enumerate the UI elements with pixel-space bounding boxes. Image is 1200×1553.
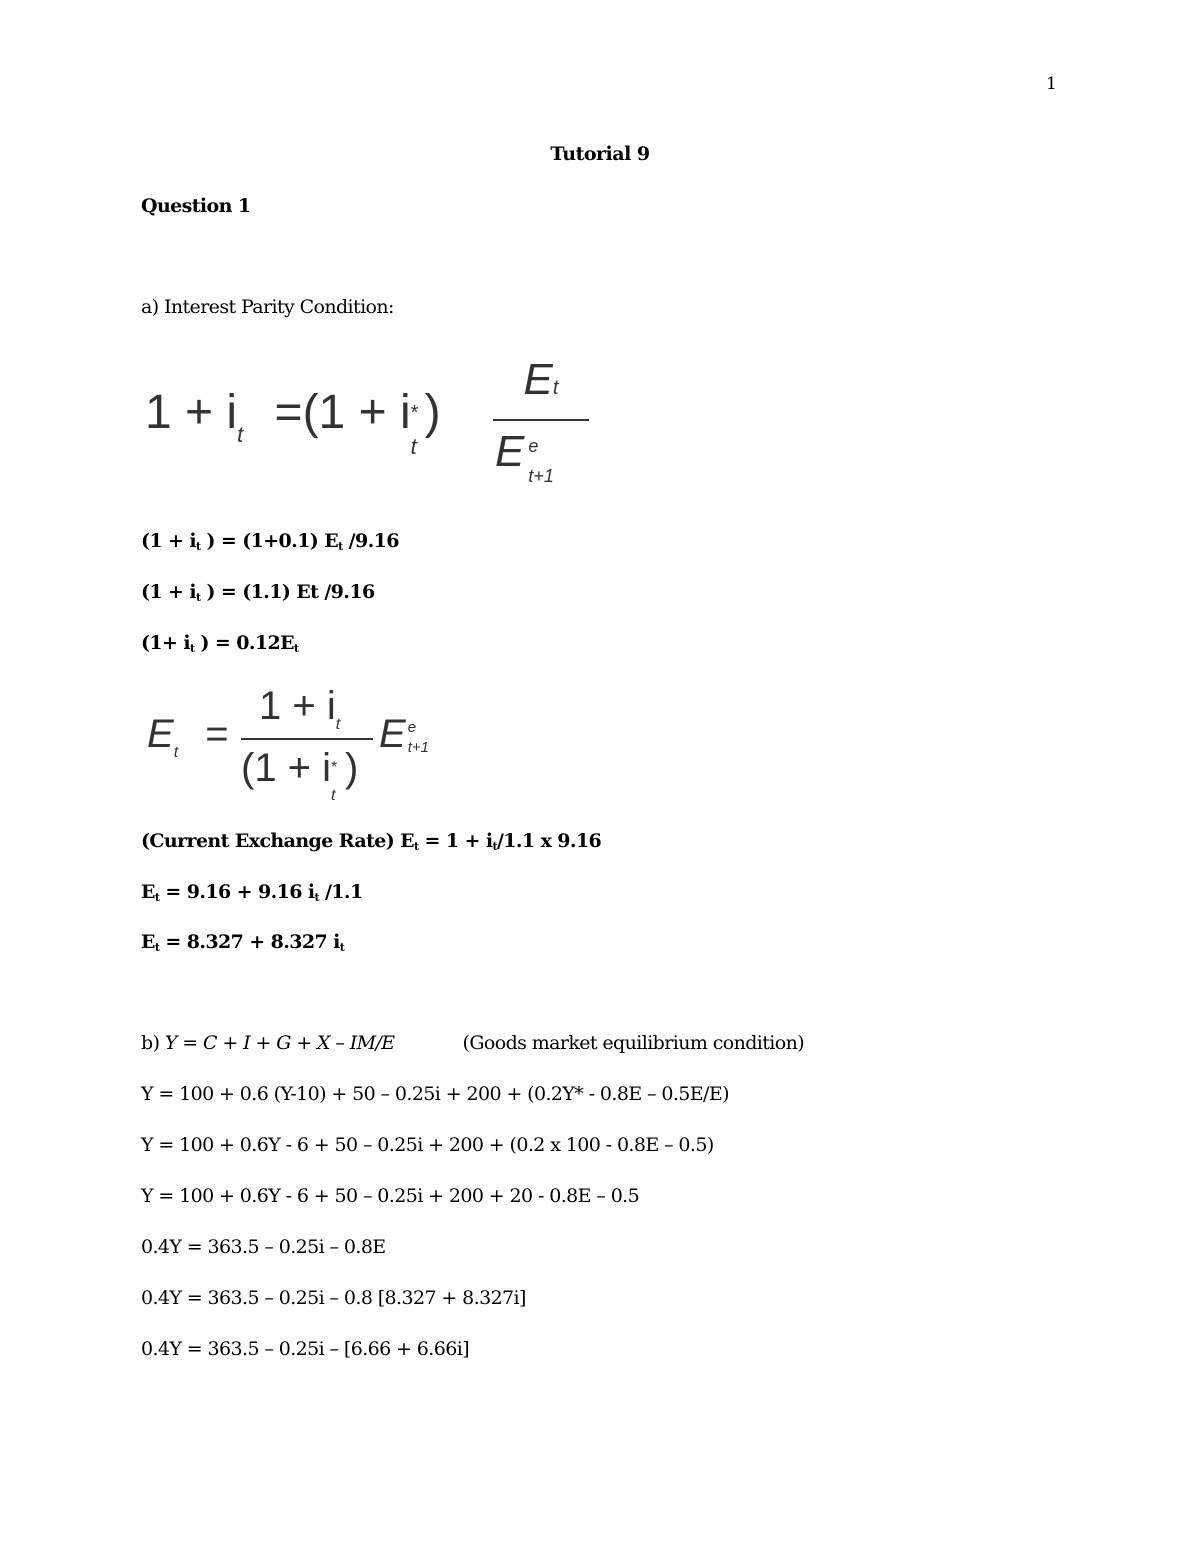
eq2-tail: E	[379, 712, 406, 756]
eq1-numerator: E	[523, 355, 553, 404]
eq1-denominator: E	[495, 427, 525, 476]
eq1-rhs-close: )	[424, 386, 441, 439]
eq2-fraction-bar	[241, 738, 373, 740]
page-number: 1	[1046, 74, 1057, 94]
step-5: Et = 9.16 + 9.16 it /1.1	[141, 881, 363, 904]
part-a-heading: a) Interest Parity Condition:	[141, 296, 394, 318]
step-4: (Current Exchange Rate) Et = 1 + it/1.1 x 9.16	[141, 830, 602, 853]
page-title: Tutorial 9	[550, 143, 650, 165]
eq2-lhs: E	[147, 712, 174, 756]
step-1: (1 + it ) = (1+0.1) Et /9.16	[141, 530, 399, 553]
part-b-prefix: b)	[141, 1032, 165, 1054]
eq2-tail-sup: e	[407, 719, 417, 736]
eq2-den-sub: t	[331, 787, 336, 804]
eq1-rhs-sub: t	[410, 434, 417, 459]
part-b-formula: Y = C + I + G + X – IM/E	[164, 1032, 395, 1054]
eq1-equals: =	[274, 386, 303, 439]
step-3: (1+ it ) = 0.12Et	[141, 632, 299, 655]
step-2: (1 + it ) = (1.1) Et /9.16	[141, 581, 375, 604]
part-b-heading	[141, 1032, 804, 1054]
part-b-condition: (Goods market equilibrium condition)	[462, 1032, 805, 1054]
exchange-rate-equation	[141, 682, 461, 802]
eq2-numerator: 1 + i	[259, 684, 336, 728]
eq1-lhs-sub: t	[237, 422, 244, 447]
part-b-line-5: 0.4Y = 363.5 – 0.25i – 0.8 [8.327 + 8.327i]	[141, 1287, 526, 1309]
eq2-denominator: (1 + i	[241, 746, 332, 790]
eq1-den-sub: t+1	[528, 466, 554, 486]
eq2-equals: =	[205, 712, 229, 756]
eq2-lhs-sub: t	[173, 744, 179, 761]
eq1-lhs: 1 + i	[145, 386, 238, 439]
part-b-line-6: 0.4Y = 363.5 – 0.25i – [6.66 + 6.66i]	[141, 1338, 470, 1360]
part-b-line-2: Y = 100 + 0.6Y - 6 + 50 – 0.25i + 200 + (0.2 x 100 - 0.8E – 0.5)	[141, 1134, 714, 1156]
eq1-fraction-bar	[493, 419, 589, 421]
eq2-numerator-sub: t	[335, 716, 341, 733]
eq2-den-close: )	[345, 746, 359, 790]
question-heading: Question 1	[141, 195, 251, 217]
eq1-den-sup: e	[528, 436, 539, 456]
part-b-line-1: Y = 100 + 0.6 (Y-10) + 50 – 0.25i + 200 + (0.2Y* - 0.8E – 0.5E/E)	[141, 1083, 729, 1105]
part-b-line-3: Y = 100 + 0.6Y - 6 + 50 – 0.25i + 200 + 20 - 0.8E – 0.5	[141, 1185, 640, 1207]
eq1-numerator-sub: t	[552, 377, 559, 399]
eq1-rhs: (1 + i	[302, 386, 411, 439]
eq2-den-sup: *	[331, 759, 338, 776]
eq2-tail-sub: t+1	[407, 739, 429, 756]
eq1-rhs-sup: *	[410, 402, 419, 424]
step-6: Et = 8.327 + 8.327 it	[141, 931, 345, 954]
part-b-line-4: 0.4Y = 363.5 – 0.25i – 0.8E	[141, 1236, 386, 1258]
interest-parity-equation	[141, 355, 611, 500]
